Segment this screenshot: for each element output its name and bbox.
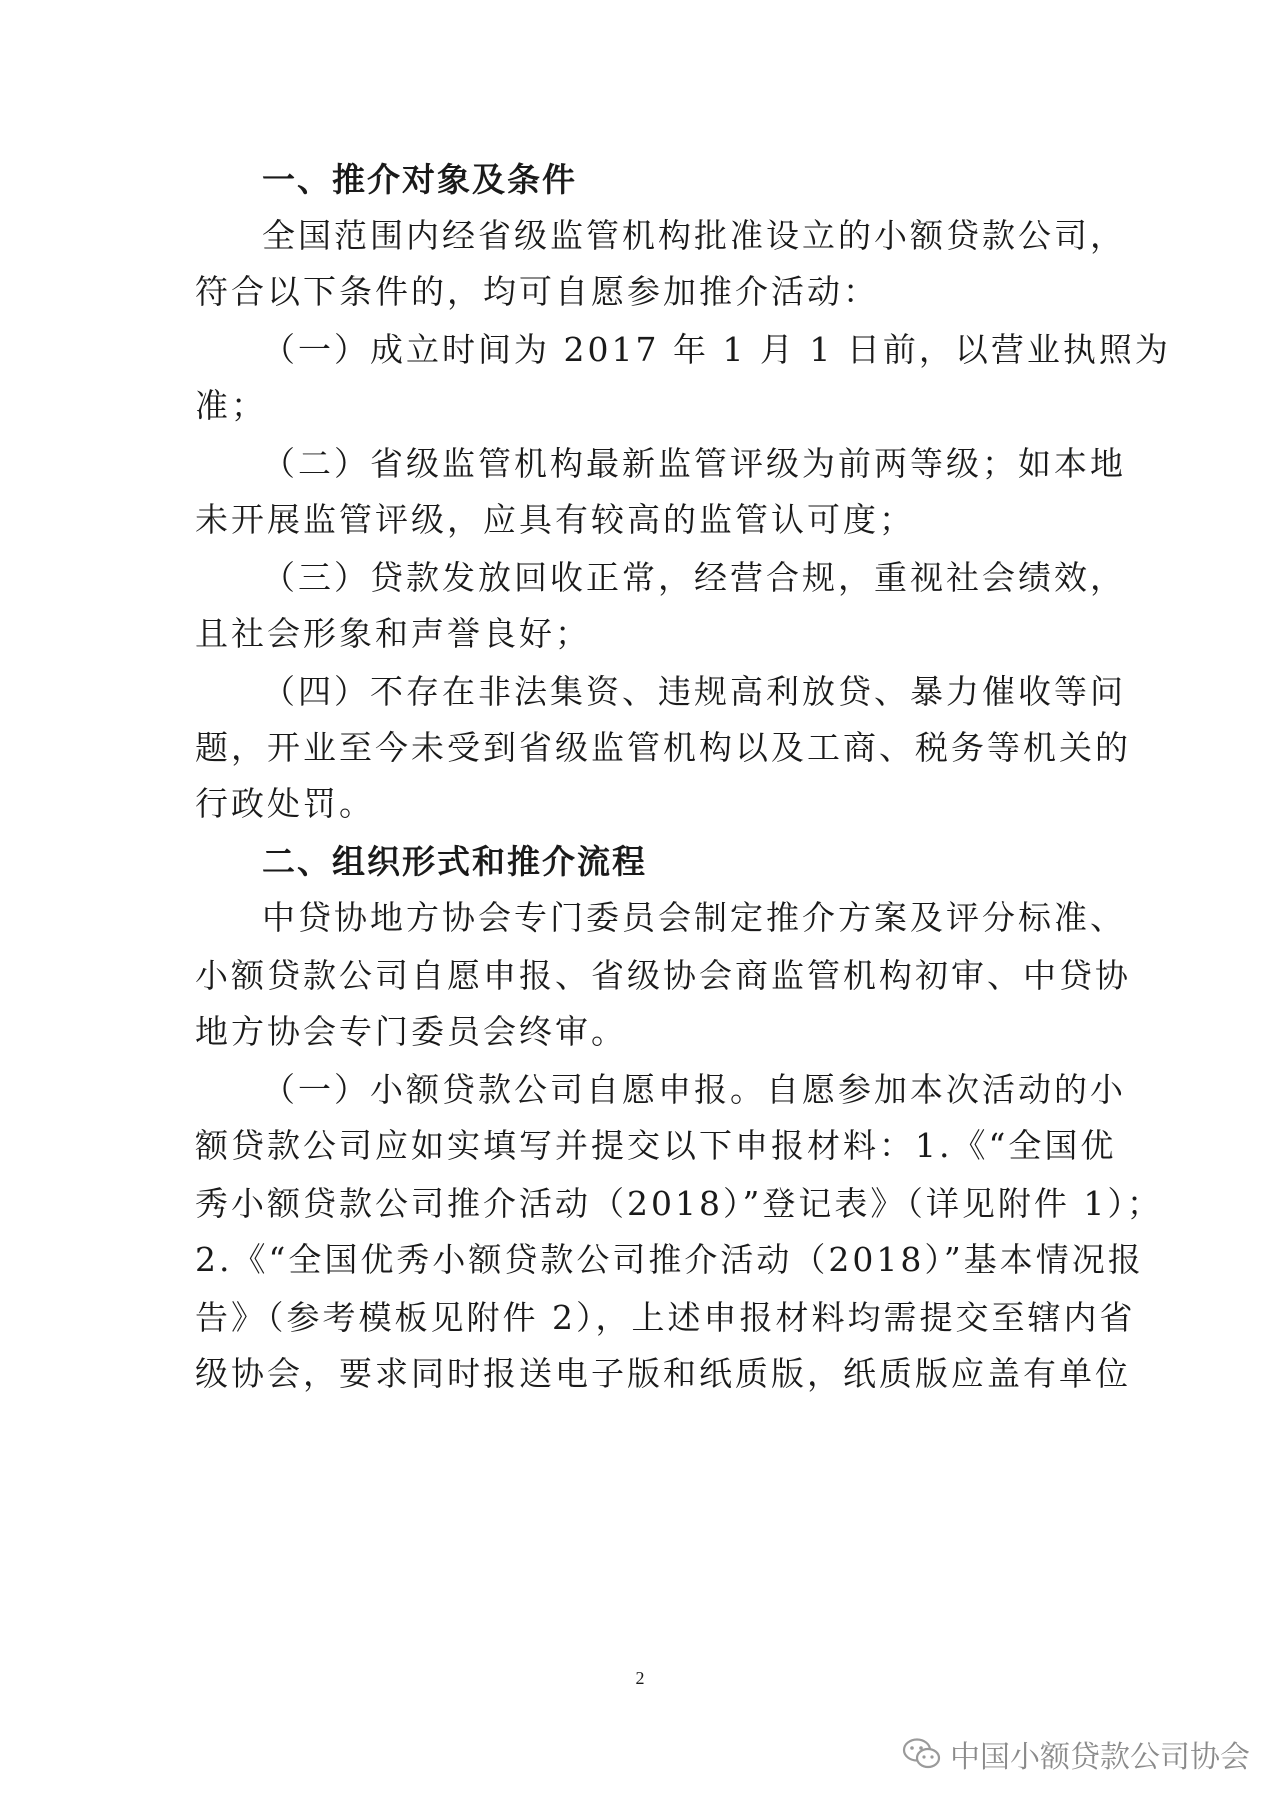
page-number: 2 <box>635 1668 645 1688</box>
section-heading-1: 一、推介对象及条件 <box>262 160 577 199</box>
paragraph-line: 秀小额贷款公司推介活动（2018）”登记表》（详见附件 1）； <box>195 1184 1163 1223</box>
paragraph-line: （一）小额贷款公司自愿申报。自愿参加本次活动的小 <box>262 1070 1126 1109</box>
paragraph-line: 告》（参考模板见附件 2），上述申报材料均需提交至辖内省 <box>195 1298 1136 1337</box>
wechat-icon <box>902 1737 942 1771</box>
paragraph-line: （一）成立时间为 2017 年 1 月 1 日前，以营业执照为 <box>262 330 1171 369</box>
paragraph-line: （四）不存在非法集资、违规高利放贷、暴力催收等问 <box>262 672 1126 711</box>
paragraph-line: 行政处罚。 <box>195 784 375 823</box>
paragraph-line: 级协会，要求同时报送电子版和纸质版，纸质版应盖有单位 <box>195 1354 1131 1393</box>
paragraph-line: 全国范围内经省级监管机构批准设立的小额贷款公司， <box>262 216 1126 255</box>
wechat-watermark <box>902 1732 1250 1776</box>
paragraph-line: 未开展监管评级，应具有较高的监管认可度； <box>195 500 915 539</box>
paragraph-line: 小额贷款公司自愿申报、省级协会商监管机构初审、中贷协 <box>195 956 1131 995</box>
paragraph-line: 地方协会专门委员会终审。 <box>195 1012 627 1051</box>
paragraph-line: （三）贷款发放回收正常，经营合规，重视社会绩效， <box>262 558 1126 597</box>
paragraph-line: 中贷协地方协会专门委员会制定推介方案及评分标准、 <box>262 898 1126 937</box>
paragraph-line: （二）省级监管机构最新监管评级为前两等级；如本地 <box>262 444 1126 483</box>
paragraph-line: 且社会形象和声誉良好； <box>195 614 591 653</box>
paragraph-line: 准； <box>195 386 267 425</box>
paragraph-line: 额贷款公司应如实填写并提交以下申报材料：1.《“全国优 <box>195 1126 1117 1165</box>
paragraph-line: 符合以下条件的，均可自愿参加推介活动： <box>195 272 879 311</box>
paragraph-line: 2.《“全国优秀小额贷款公司推介活动（2018）”基本情况报 <box>195 1240 1144 1279</box>
paragraph-line: 题，开业至今未受到省级监管机构以及工商、税务等机关的 <box>195 728 1131 767</box>
section-heading-2: 二、组织形式和推介流程 <box>262 842 647 881</box>
watermark-text: 中国小额贷款公司协会 <box>950 1740 1250 1775</box>
